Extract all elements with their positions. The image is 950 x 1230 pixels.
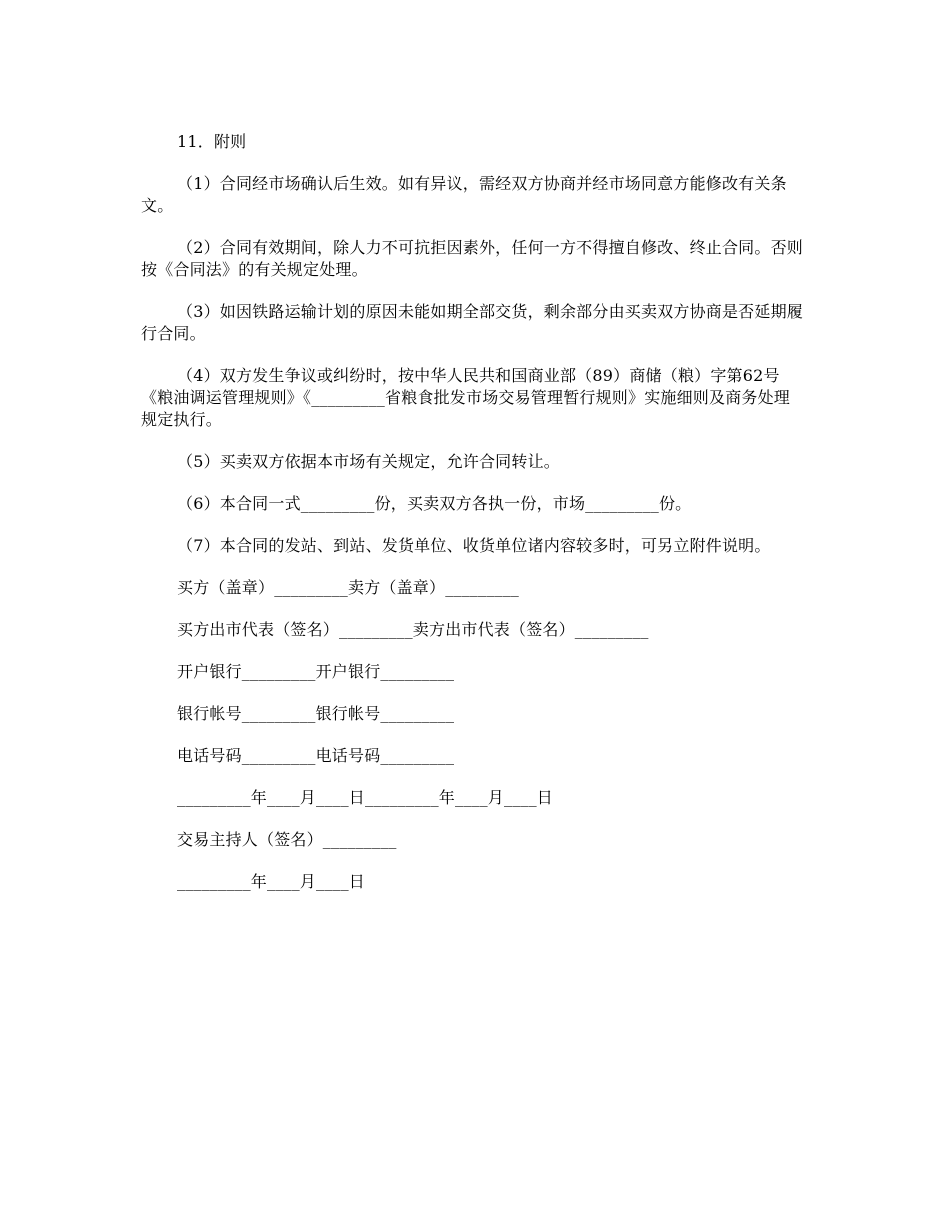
signature-host-line: 交易主持人（签名）_________ bbox=[177, 830, 397, 849]
clause-1: （1）合同经市场确认后生效。如有异议，需经双方协商并经市场同意方能修改有关条文。 bbox=[141, 174, 787, 215]
signature-seal-line: 买方（盖章）_________卖方（盖章）_________ bbox=[177, 578, 520, 597]
signature-phone-line: 电话号码_________电话号码_________ bbox=[177, 746, 455, 765]
signature-account-line: 银行帐号_________银行帐号_________ bbox=[177, 704, 455, 723]
signature-host-date-line: _________年____月____日 bbox=[177, 872, 366, 891]
clause-5: （5）买卖双方依据本市场有关规定，允许合同转让。 bbox=[177, 452, 560, 471]
document-page bbox=[141, 131, 805, 913]
clause-6: （6）本合同一式_________份，买卖双方各执一份，市场_________份。 bbox=[177, 494, 692, 513]
signature-representative-line: 买方出市代表（签名）_________卖方出市代表（签名）_________ bbox=[177, 620, 649, 639]
clause-7: （7）本合同的发站、到站、发货单位、收货单位诸内容较多时，可另立附件说明。 bbox=[177, 536, 771, 555]
signature-bank-line: 开户银行_________开户银行_________ bbox=[177, 662, 455, 681]
clause-3: （3）如因铁路运输计划的原因未能如期全部交货，剩余部分由买卖双方协商是否延期履行合同。 bbox=[141, 302, 803, 343]
section-heading: 11．附则 bbox=[177, 132, 247, 151]
clause-2: （2）合同有效期间，除人力不可抗拒因素外，任何一方不得擅自修改、终止合同。否则按《合同法》的有关规定处理。 bbox=[141, 238, 803, 279]
clause-4: （4）双方发生争议或纠纷时，按中华人民共和国商业部（89）商储（粮）字第62号《粮油调运管理规则》《_________省粮食批发市场交易管理暂行规则》实施细则及商务处理规定执行。 bbox=[141, 366, 791, 429]
signature-date-line: _________年____月____日_________年____月____日 bbox=[177, 788, 553, 807]
